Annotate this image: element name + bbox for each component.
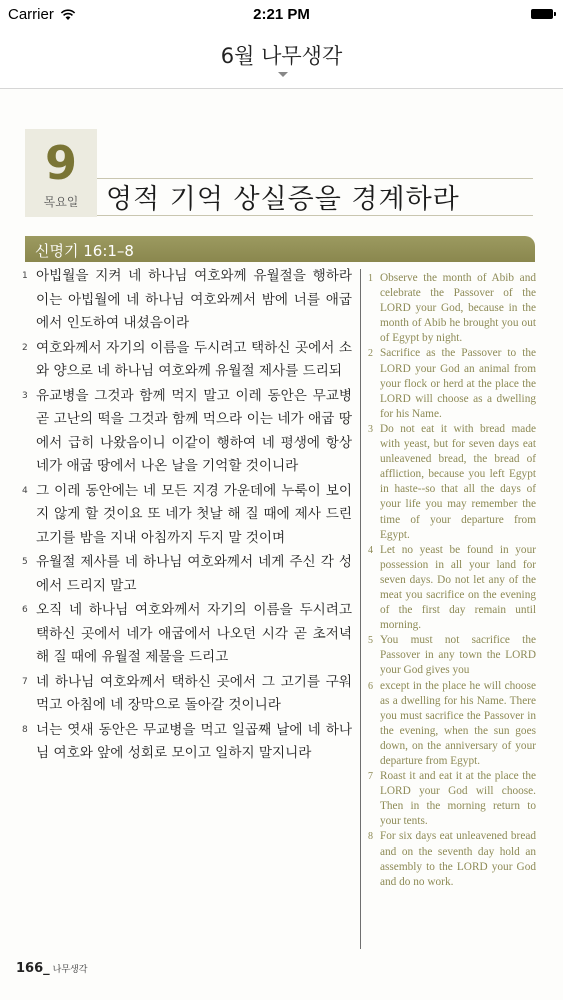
verse-text: Let no yeast be found in your possession in all your land for seven days. Do not let any of the meat you sacrifice on the evening of the first day remain until morning. <box>380 543 536 632</box>
verse-number: 6 <box>22 605 28 615</box>
english-verse <box>368 346 536 421</box>
verse-number: 8 <box>22 724 28 735</box>
korean-verse <box>22 599 352 670</box>
verse-text: 유교병을 그것과 함께 먹지 말고 이레 동안은 무교병 곧 고난의 떡을 그것과 함께 먹으라 이는 네가 애굽 땅에서 급히 나왔음이니 이같이 행하여 네 평생에 항상 네가 애굽 땅에서 나온 날을 기억할 것이니라 <box>36 387 352 474</box>
verse-text: Observe the month of Abib and celebrate the Passover of the LORD your God, because in the month of Abib he brought you out of Egypt by night. <box>380 272 536 345</box>
korean-text-column <box>22 265 352 767</box>
verse-text: 오직 네 하나님 여호와께서 자기의 이름을 두시려고 택하신 곳에서 네가 애굽에서 나오던 시각 곧 초저녁 해 질 때에 유월절 제물을 드리고 <box>36 602 352 665</box>
navigation-bar <box>0 30 563 89</box>
verse-text: 네 하나님 여호와께서 택하신 곳에서 그 고기를 구워 먹고 아침에 네 장막으로 돌아갈 것이니라 <box>36 673 352 713</box>
book-title-dropdown[interactable]: 6월 나무생각 <box>220 44 343 68</box>
korean-verse <box>22 480 352 551</box>
verse-number: 2 <box>22 342 28 353</box>
verse-text: You must not sacrifice the Passover in any town the LORD your God gives you <box>380 634 536 677</box>
verse-text: 그 이레 동안에는 네 모든 지경 가운데에 누룩이 보이지 않게 할 것이요 또 네가 첫날 해 질 때에 제사 드린 고기를 밤을 지내 아침까지 두지 말 것이며 <box>36 482 352 546</box>
english-verse <box>368 271 536 346</box>
verse-text: Sacrifice as the Passover to the LORD your God an animal from your flock or herd at the place the LORD will choose as a dwelling for his Name. <box>380 347 536 420</box>
korean-verse <box>22 265 352 336</box>
english-verse <box>368 422 536 543</box>
verse-number: 5 <box>22 557 28 567</box>
devotional-page[interactable] <box>0 89 563 1000</box>
verse-number: 7 <box>368 771 373 783</box>
korean-verse <box>22 551 352 598</box>
verse-number: 4 <box>368 544 373 556</box>
page-title: 영적 기억 상실증을 경계하라 <box>106 184 460 215</box>
english-verse <box>368 829 536 889</box>
footer-book-name: 나무생각 <box>52 965 88 975</box>
verse-number: 7 <box>22 676 28 687</box>
english-verse <box>368 633 536 678</box>
verse-number: 1 <box>368 273 373 284</box>
verse-number: 3 <box>22 390 28 401</box>
korean-verse <box>22 385 352 479</box>
status-bar <box>0 0 563 30</box>
status-time: 2:21 PM <box>253 6 310 23</box>
verse-text: except in the place he will choose as a dwelling for his Name. There you must sacrifice the Passover in the evening, when the sun goes down, on the anniversary of your departure from Egypt. <box>380 679 536 767</box>
scripture-reference-bar <box>25 236 535 262</box>
english-verse <box>368 543 536 634</box>
page-number: 166_ <box>16 961 50 976</box>
verse-number: 2 <box>368 348 373 360</box>
carrier-label: Carrier <box>8 6 54 23</box>
verse-text: Do not eat it with bread made with yeast, but for seven days eat unleavened bread, the bread of affliction, because you left Egypt in haste--so that all the days of your life you may remember the time of your departure from Egypt. <box>380 422 536 541</box>
verse-number: 5 <box>368 635 373 647</box>
day-number: 9 <box>44 136 77 190</box>
verse-number: 1 <box>22 271 28 281</box>
title-rule-bottom <box>97 215 533 216</box>
weekday-label: 목요일 <box>43 195 79 209</box>
korean-verse <box>22 719 352 766</box>
battery-icon <box>531 9 553 19</box>
english-text-column <box>368 271 536 890</box>
verse-text: 아빕월을 지켜 네 하나님 여호와께 유월절을 행하라 이는 아빕월에 네 하나님 여호와께서 밤에 너를 애굽에서 인도하여 내셨음이라 <box>36 268 352 331</box>
verse-text: 유월절 제사를 네 하나님 여호와께서 네게 주신 각 성에서 드리지 말고 <box>36 554 352 594</box>
day-badge <box>25 129 97 217</box>
verse-number: 3 <box>368 423 373 435</box>
verse-number: 4 <box>22 485 28 496</box>
verse-text: Roast it and eat it at the place the LORD your God will choose. Then in the morning return to your tents. <box>380 770 536 828</box>
korean-verse <box>22 671 352 718</box>
column-divider <box>360 269 361 949</box>
korean-verse <box>22 337 352 384</box>
english-verse <box>368 769 536 829</box>
verse-text: 너는 엿새 동안은 무교병을 먹고 일곱째 날에 네 하나님 여호와 앞에 성회로 모이고 일하지 말지니라 <box>36 721 352 761</box>
verse-text: 여호와께서 자기의 이름을 두시려고 택하신 곳에서 소와 양으로 네 하나님 여호와께 유월절 제사를 드리되 <box>36 339 352 379</box>
page-footer <box>16 961 87 976</box>
chevron-down-icon[interactable] <box>278 72 288 77</box>
scripture-reference: 신명기 16:1–8 <box>35 242 134 260</box>
english-verse <box>368 679 536 770</box>
verse-number: 8 <box>368 831 373 843</box>
verse-number: 6 <box>368 680 373 692</box>
verse-text: For six days eat unleavened bread and on the seventh day hold an assembly to the LORD your God and do no work. <box>380 830 536 888</box>
